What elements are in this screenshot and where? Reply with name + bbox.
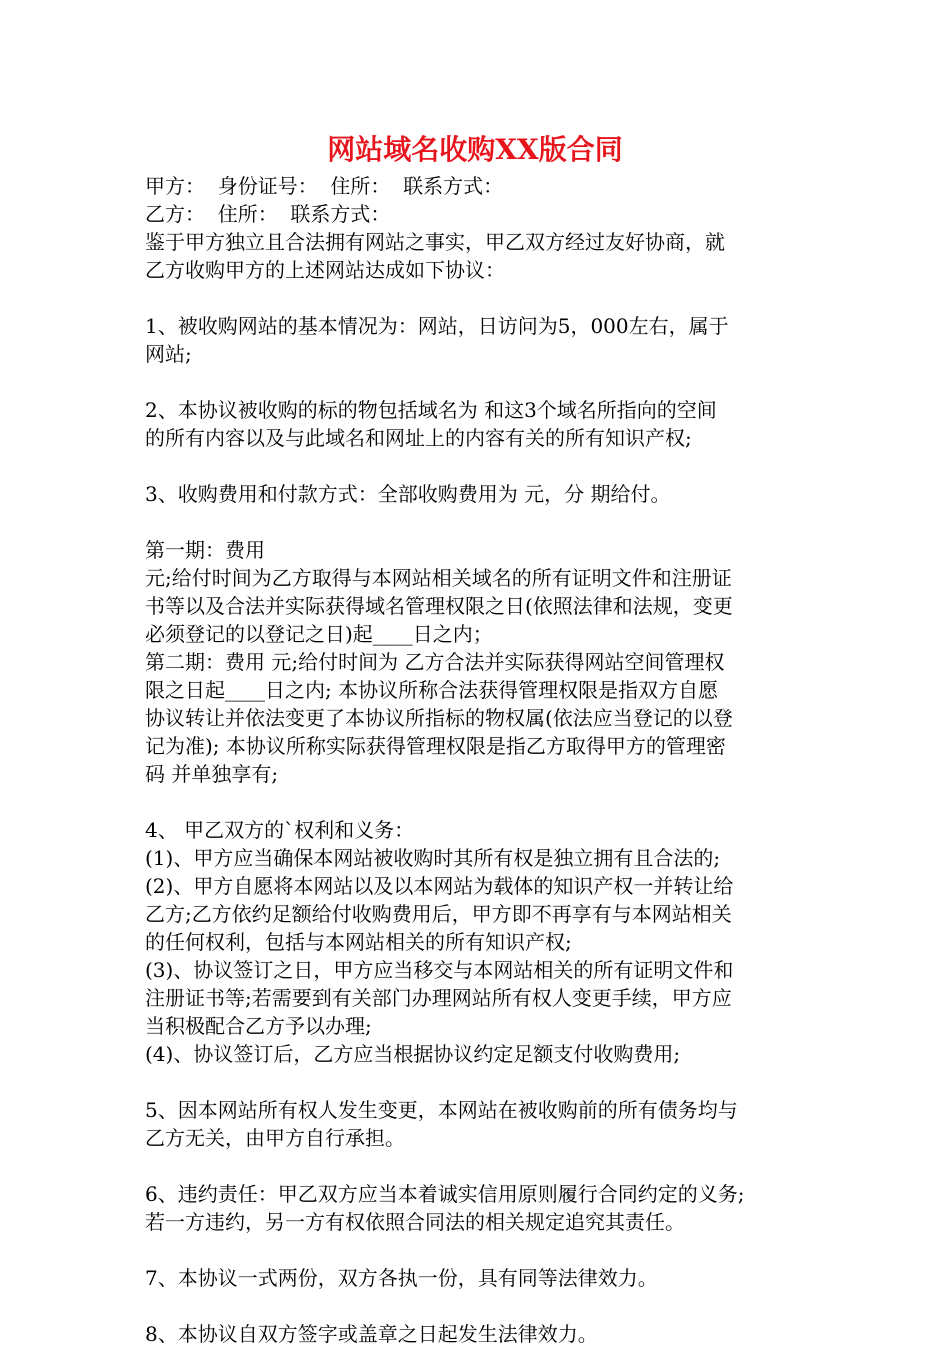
text-line: 8、本协议自双方签字或盖章之日起发生法律效力。 [145, 1322, 598, 1346]
text-line: 若一方违约，另一方有权依照合同法的相关规定追究其责任。 [145, 1210, 685, 1234]
text-line: (3)、协议签订之日，甲方应当移交与本网站相关的所有证明文件和 [145, 958, 734, 982]
text-line: 6、违约责任：甲乙双方应当本着诚实信用原则履行合同约定的义务; [145, 1182, 745, 1206]
text-line: 乙方;乙方依约足额给付收购费用后，甲方即不再享有与本网站相关 [145, 902, 732, 926]
text-line: 必须登记的以登记之日)起____日之内； [145, 622, 493, 646]
text-line: (1)、甲方应当确保本网站被收购时其所有权是独立拥有且合法的; [145, 846, 721, 870]
text-line: 第一期：费用 [145, 538, 265, 562]
text-line: 注册证书等;若需要到有关部门办理网站所有权人变更手续，甲方应 [145, 986, 732, 1010]
blank-line [145, 508, 815, 536]
text-line: 的所有内容以及与此域名和网址上的内容有关的所有知识产权; [145, 426, 692, 450]
text-line: 4、 甲乙双方的`权利和义务： [145, 818, 415, 842]
text-line: 元;给付时间为乙方取得与本网站相关域名的所有证明文件和注册证 [145, 566, 732, 590]
text-line: 2、本协议被收购的标的物包括域名为 和这3个域名所指向的空间 [145, 398, 717, 422]
text-line: 的任何权利，包括与本网站相关的所有知识产权; [145, 930, 572, 954]
text-line: 乙方： 住所： 联系方式： [145, 202, 391, 226]
text-line: 7、本协议一式两份，双方各执一份，具有同等法律效力。 [145, 1266, 658, 1290]
text-line: 甲方： 身份证号： 住所： 联系方式： [145, 174, 504, 198]
text-line: 5、因本网站所有权人发生变更，本网站在被收购前的所有债务均与 [145, 1098, 738, 1122]
text-line: 乙方无关，由甲方自行承担。 [145, 1126, 405, 1150]
text-line: 第二期：费用 元;给付时间为 乙方合法并实际获得网站空间管理权 [145, 650, 725, 674]
text-line: 1、被收购网站的基本情况为：网站，日访问为5，000左右，属于 [145, 314, 729, 338]
blank-line [145, 1292, 815, 1320]
blank-line [145, 1236, 815, 1264]
text-line: 限之日起____日之内; 本协议所称合法获得管理权限是指双方自愿 [145, 678, 719, 702]
text-line: 书等以及合法并实际获得域名管理权限之日(依照法律和法规，变更 [145, 594, 733, 618]
text-line: 码 并单独享有; [145, 762, 279, 786]
text-line: (4)、协议签订后，乙方应当根据协议约定足额支付收购费用; [145, 1042, 681, 1066]
text-line: 网站; [145, 342, 192, 366]
text-line: 记为准); 本协议所称实际获得管理权限是指乙方取得甲方的管理密 [145, 734, 726, 758]
blank-line [145, 788, 815, 816]
blank-line [145, 284, 815, 312]
text-line: 鉴于甲方独立且合法拥有网站之事实，甲乙双方经过友好协商，就 [145, 230, 725, 254]
document-title: 网站域名收购XX版合同 [327, 133, 623, 166]
blank-line [145, 1152, 815, 1180]
blank-line [145, 1068, 815, 1096]
text-line: 3、收购费用和付款方式：全部收购费用为 元，分 期给付。 [145, 482, 671, 506]
blank-line [145, 452, 815, 480]
text-line: 乙方收购甲方的上述网站达成如下协议： [145, 258, 505, 282]
document-body [145, 172, 815, 1348]
text-line: 协议转让并依法变更了本协议所指标的物权属(依法应当登记的以登 [145, 706, 733, 730]
blank-line [145, 368, 815, 396]
text-line: (2)、甲方自愿将本网站以及以本网站为载体的知识产权一并转让给 [145, 874, 734, 898]
text-line: 当积极配合乙方予以办理; [145, 1014, 372, 1038]
